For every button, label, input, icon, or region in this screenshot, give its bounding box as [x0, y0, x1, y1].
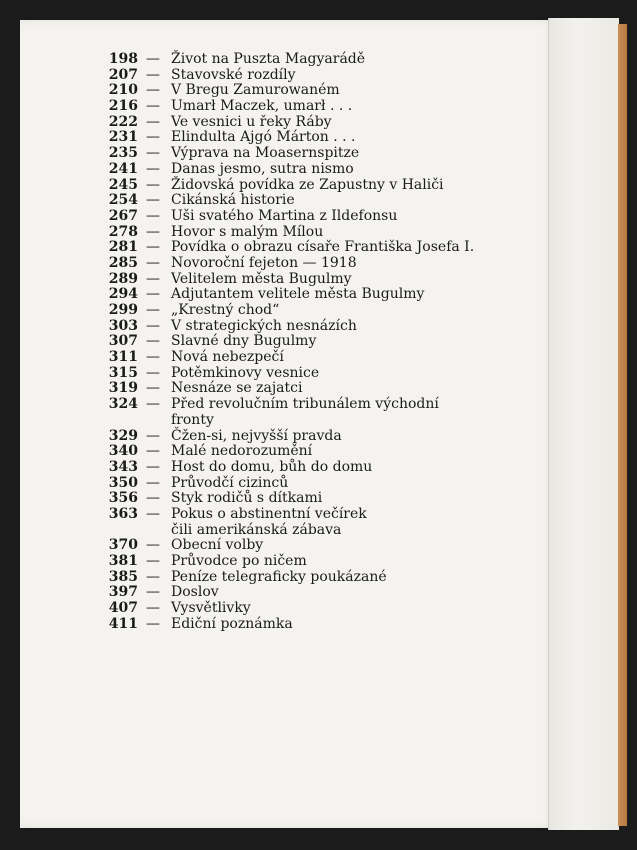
toc-page-number: 216 [108, 98, 138, 115]
toc-entry [96, 460, 516, 476]
toc-title: Nová nebezpečí [171, 349, 284, 366]
toc-title-continuation: čili amerikánská zábava [171, 521, 342, 538]
toc-title: Před revolučním tribunálem východní [171, 396, 439, 413]
toc-entry [96, 303, 516, 319]
toc-page-number: 381 [108, 553, 138, 569]
toc-entry [96, 617, 516, 633]
toc-dash: — [146, 553, 160, 569]
toc-entry [96, 256, 516, 272]
toc-page-number: 350 [108, 474, 138, 491]
toc-page-number: 370 [108, 537, 138, 554]
toc-dash: — [146, 82, 160, 99]
toc-entry [96, 99, 516, 115]
toc-entry [96, 507, 516, 523]
toc-page-number: 294 [108, 286, 138, 303]
toc-dash: — [146, 129, 160, 146]
toc-dash: — [146, 396, 160, 413]
toc-entry [96, 444, 516, 460]
toc-dash: — [146, 474, 160, 491]
toc-page-number: 324 [108, 396, 138, 413]
toc-title-continuation: fronty [171, 411, 214, 428]
toc-title: „Krestný chod“ [171, 302, 280, 318]
toc-dash: — [146, 113, 160, 130]
toc-entry [96, 178, 516, 194]
toc-dash: — [146, 223, 160, 240]
toc-dash: — [146, 333, 160, 350]
toc-title: Čžen-si, nejvyšší pravda [171, 427, 342, 444]
toc-dash: — [146, 349, 160, 366]
toc-dash: — [146, 427, 160, 444]
toc-page-number: 245 [108, 176, 138, 193]
toc-entry [96, 366, 516, 382]
toc-title: V strategických nesnázích [171, 317, 357, 334]
toc-title: Velitelem města Bugulmy [171, 270, 352, 287]
toc-title: V Bregu Zamurowaném [171, 82, 340, 99]
toc-title: Danas jesmo, sutra nismo [171, 160, 354, 177]
toc-dash: — [146, 192, 160, 209]
toc-title: Styk rodičů s dítkami [171, 490, 323, 507]
toc-dash: — [146, 490, 160, 507]
toc-page-number: 198 [108, 51, 138, 67]
toc-entry [96, 334, 516, 350]
toc-entry [96, 225, 516, 241]
toc-dash: — [146, 505, 160, 522]
toc-title: Průvodce po ničem [171, 553, 307, 569]
toc-title: Stavovské rozdíly [171, 66, 296, 83]
table-of-contents [96, 52, 516, 632]
toc-entry [96, 554, 516, 570]
toc-dash: — [146, 317, 160, 334]
toc-entry [96, 193, 516, 209]
toc-page-number: 267 [108, 207, 138, 224]
toc-page-number: 289 [108, 270, 138, 287]
toc-title: Peníze telegraficky poukázané [171, 568, 387, 585]
toc-dash: — [146, 207, 160, 224]
toc-page-number: 299 [108, 302, 138, 318]
toc-dash: — [146, 270, 160, 287]
toc-entry [96, 381, 516, 397]
toc-dash: — [146, 98, 160, 115]
toc-page-number: 303 [108, 317, 138, 334]
toc-page-number: 311 [108, 349, 138, 366]
toc-entry [96, 570, 516, 586]
toc-dash: — [146, 239, 160, 256]
toc-title: Nesnáze se zajatci [171, 380, 303, 397]
toc-title: Potěmkinovy vesnice [171, 364, 320, 381]
toc-page-number: 319 [108, 380, 138, 397]
toc-dash: — [146, 51, 160, 67]
toc-page-number: 235 [108, 145, 138, 162]
toc-page-number: 278 [108, 223, 138, 240]
toc-entry [96, 585, 516, 601]
toc-dash: — [146, 600, 160, 617]
toc-dash: — [146, 254, 160, 271]
toc-entry [96, 209, 516, 225]
toc-title: Hovor s malým Mílou [171, 223, 324, 240]
toc-entry [96, 319, 516, 335]
toc-title: Ve vesnici u řeky Ráby [171, 113, 332, 130]
toc-page-number: 343 [108, 458, 138, 475]
toc-dash: — [146, 286, 160, 303]
toc-dash: — [146, 615, 160, 632]
toc-title: Cikánská historie [171, 192, 295, 209]
toc-entry [96, 240, 516, 256]
toc-title: Židovská povídka ze Zapustny v Haliči [171, 176, 444, 193]
toc-entry [96, 397, 516, 413]
toc-dash: — [146, 176, 160, 193]
toc-dash: — [146, 364, 160, 381]
toc-dash: — [146, 458, 160, 475]
toc-title: Obecní volby [171, 537, 264, 554]
toc-entry [96, 287, 516, 303]
toc-page-number: 222 [108, 113, 138, 130]
toc-title: Ediční poznámka [171, 615, 293, 632]
toc-title: Novoroční fejeton — 1918 [171, 254, 357, 271]
toc-entry [96, 146, 516, 162]
toc-page-number: 340 [108, 443, 138, 460]
toc-page-number: 315 [108, 364, 138, 381]
toc-page-number: 385 [108, 568, 138, 585]
toc-entry [96, 83, 516, 99]
toc-entry [96, 52, 516, 68]
toc-title: Malé nedorozumění [171, 443, 313, 460]
toc-dash: — [146, 145, 160, 162]
toc-entry [96, 601, 516, 617]
toc-dash: — [146, 66, 160, 83]
toc-entry-continuation [96, 523, 516, 539]
toc-entry [96, 538, 516, 554]
toc-entry [96, 272, 516, 288]
toc-entry [96, 115, 516, 131]
toc-entry [96, 429, 516, 445]
toc-title: Doslov [171, 584, 219, 601]
toc-dash: — [146, 568, 160, 585]
toc-title: Slavné dny Bugulmy [171, 333, 317, 350]
toc-dash: — [146, 380, 160, 397]
toc-title: Vysvětlivky [171, 600, 251, 617]
toc-page-number: 241 [108, 160, 138, 177]
toc-page-number: 356 [108, 490, 138, 507]
toc-dash: — [146, 443, 160, 460]
toc-page-number: 397 [108, 584, 138, 601]
toc-title: Pokus o abstinentní večírek [171, 505, 367, 522]
toc-entry [96, 130, 516, 146]
toc-title: Výprava na Moasernspitze [171, 145, 360, 162]
toc-page-number: 281 [108, 239, 138, 256]
toc-title: Uši svatého Martina z Ildefonsu [171, 207, 398, 224]
toc-dash: — [146, 302, 160, 318]
toc-dash: — [146, 160, 160, 177]
toc-page-number: 231 [108, 129, 138, 146]
facing-page-edge [548, 18, 619, 830]
toc-page-number: 210 [108, 82, 138, 99]
toc-title: Život na Puszta Magyarádě [171, 51, 366, 67]
toc-title: Elindulta Ajgó Márton . . . [171, 129, 356, 146]
toc-page-number: 329 [108, 427, 138, 444]
toc-page-number: 207 [108, 66, 138, 83]
toc-page-number: 363 [108, 505, 138, 522]
toc-entry-continuation [96, 413, 516, 429]
toc-entry [96, 162, 516, 178]
toc-title: Průvodčí cizinců [171, 474, 289, 491]
toc-title: Povídka o obrazu císaře Františka Josefa I. [171, 239, 475, 256]
toc-dash: — [146, 584, 160, 601]
book-cover-edge [618, 24, 627, 826]
toc-page-number: 254 [108, 192, 138, 209]
toc-entry [96, 350, 516, 366]
toc-title: Host do domu, bůh do domu [171, 458, 373, 475]
toc-page-number: 407 [108, 600, 138, 617]
toc-entry [96, 476, 516, 492]
toc-entry [96, 491, 516, 507]
toc-page-number: 285 [108, 254, 138, 271]
toc-dash: — [146, 537, 160, 554]
toc-title: Umarł Maczek, umarł . . . [171, 98, 353, 115]
toc-entry [96, 68, 516, 84]
toc-page-number: 307 [108, 333, 138, 350]
toc-page-number: 411 [108, 615, 138, 632]
toc-title: Adjutantem velitele města Bugulmy [171, 286, 425, 303]
